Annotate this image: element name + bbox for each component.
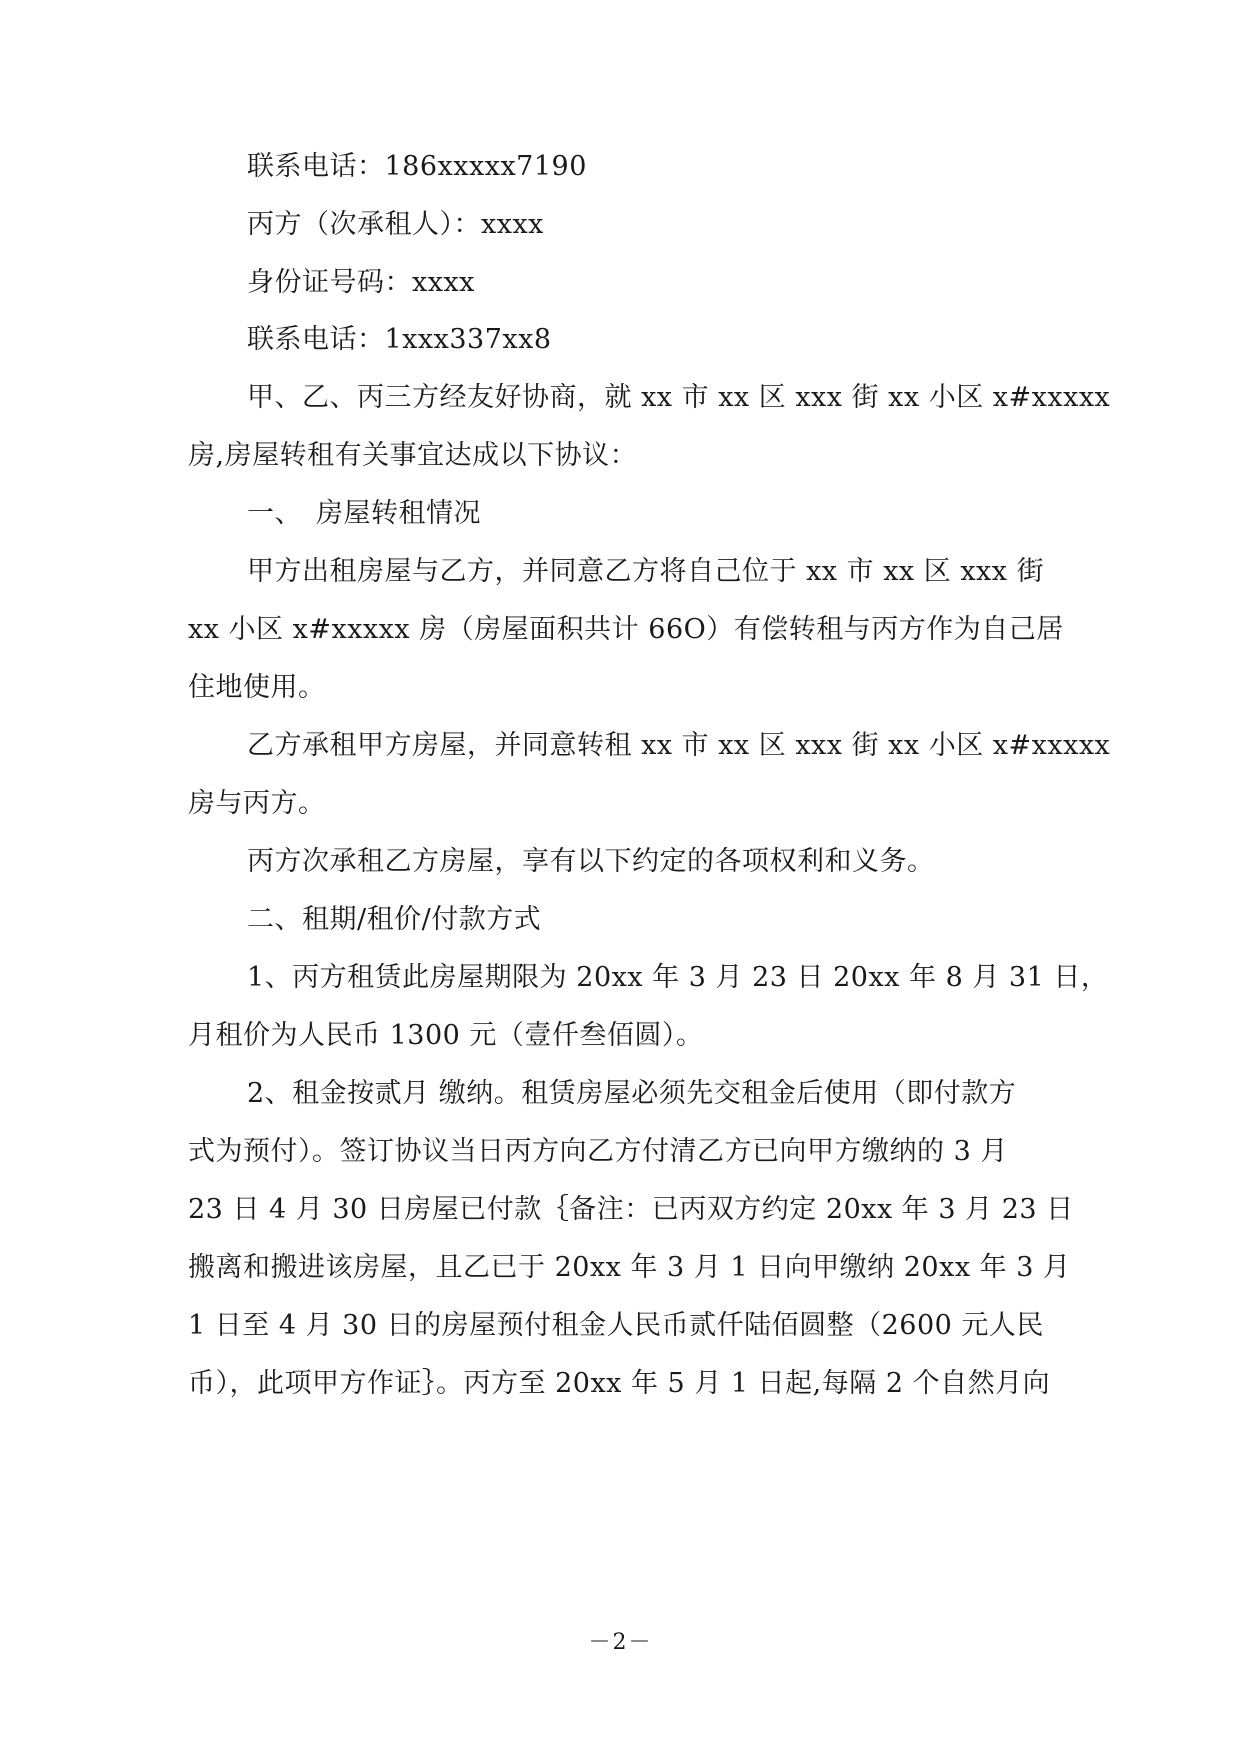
party-c-line: 丙方（次承租人）：xxxx: [247, 209, 544, 240]
id-number-line: 身份证号码：xxxx: [247, 267, 475, 298]
contact-phone-line-1: 联系电话：186xxxxx7190: [247, 151, 587, 182]
section-1-para-1-line-3: 住地使用。: [188, 672, 326, 703]
page-number: －2－: [588, 1630, 653, 1655]
contact-phone-line-2: 联系电话：1xxx337xx8: [247, 324, 552, 355]
section-heading-2: 二、租期/租价/付款方式: [247, 904, 542, 935]
section-1-para-1-line-2: xx 小区 x#xxxxx 房（房屋面积共计 66O）有偿转租与丙方作为自己居: [188, 614, 1064, 645]
section-2-item-1-line-2: 月租价为人民币 1300 元（壹仟叁佰圆）。: [188, 1020, 704, 1051]
section-1-para-2-line-1: 乙方承租甲方房屋，并同意转租 xx 市 xx 区 xxx 街 xx 小区 x#xxxxx: [247, 730, 1111, 761]
section-1-para-3: 丙方次承租乙方房屋，享有以下约定的各项权利和义务。: [247, 846, 935, 877]
section-1-para-2-line-2: 房与丙方。: [188, 788, 326, 819]
section-2-item-1-line-1: 1、丙方租赁此房屋期限为 20xx 年 3 月 23 日 20xx 年 8 月 31 日，: [247, 962, 1109, 993]
section-2-item-2-line-4: 搬离和搬进该房屋，且乙已于 20xx 年 3 月 1 日向甲缴纳 20xx 年 3 月: [188, 1252, 1071, 1283]
section-heading-1: 一、 房屋转租情况: [247, 498, 481, 529]
agreement-intro-line-2: 房,房屋转租有关事宜达成以下协议：: [188, 440, 638, 471]
section-2-item-2-line-6: 币），此项甲方作证｝。丙方至 20xx 年 5 月 1 日起,每隔 2 个自然月向: [188, 1368, 1051, 1399]
section-2-item-2-line-1: 2、租金按贰月 缴纳。租赁房屋必须先交租金后使用（即付款方: [247, 1078, 1017, 1109]
section-2-item-2-line-2: 式为预付）。签订协议当日丙方向乙方付清乙方已向甲方缴纳的 3 月: [188, 1136, 1008, 1167]
section-2-item-2-line-5: 1 日至 4 月 30 日的房屋预付租金人民币贰仟陆佰圆整（2600 元人民: [188, 1310, 1044, 1341]
section-2-item-2-line-3: 23 日 4 月 30 日房屋已付款｛备注：已丙双方约定 20xx 年 3 月 23 日: [188, 1194, 1074, 1225]
section-1-para-1-line-1: 甲方出租房屋与乙方，并同意乙方将自己位于 xx 市 xx 区 xxx 街: [247, 556, 1045, 587]
agreement-intro-line-1: 甲、乙、丙三方经友好协商，就 xx 市 xx 区 xxx 街 xx 小区 x#xxxxx: [247, 382, 1111, 413]
